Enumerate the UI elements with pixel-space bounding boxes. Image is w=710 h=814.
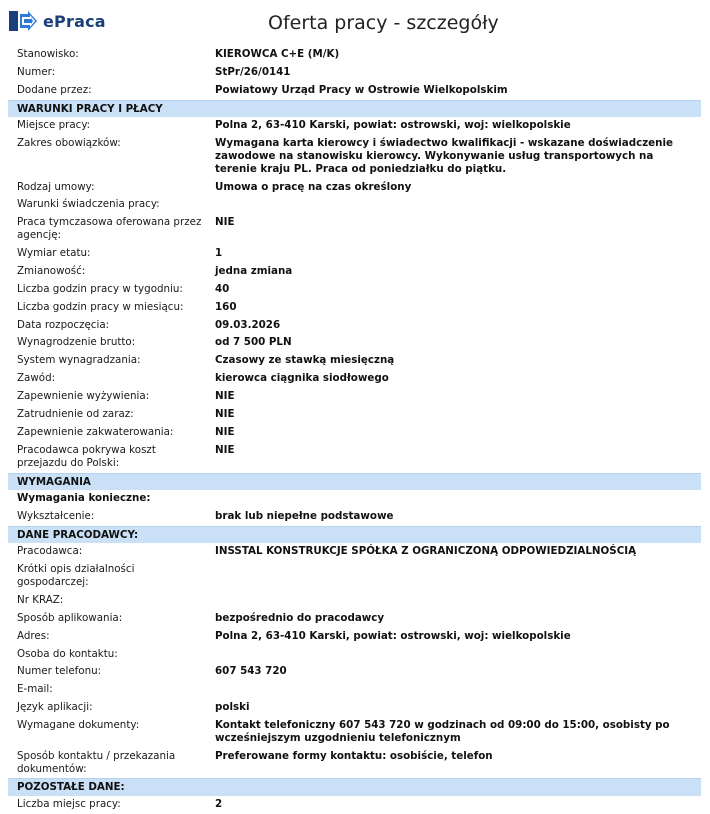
field-label: Zatrudnienie od zaraz: (17, 408, 134, 421)
field-label: Adres: (17, 629, 50, 642)
field-value: KIEROWCA C+E (M/K) (215, 48, 340, 60)
field-label: Data rozpoczęcia: (17, 318, 110, 331)
section-wymagania (8, 508, 701, 526)
field-label: Pracodawca: (17, 545, 83, 558)
detail-row (8, 245, 701, 263)
field-value: NIE (215, 216, 235, 229)
subheading-wymagania-konieczne: Wymagania konieczne: (17, 492, 151, 504)
detail-row (8, 317, 701, 335)
detail-row (8, 299, 701, 317)
field-value: Czasowy ze stawką miesięczną (215, 354, 395, 367)
detail-row (8, 179, 701, 197)
section-warunki (8, 117, 701, 472)
field-value: Polna 2, 63-410 Karski, powiat: ostrowski, woj: wielkopolskie (215, 629, 571, 642)
section-header-pozostale: POZOSTAŁE DANE: (8, 778, 701, 796)
field-label: Krótki opis działalności gospodarczej: (17, 563, 135, 588)
detail-row (8, 561, 701, 592)
field-label: Liczba godzin pracy w miesiącu: (17, 300, 184, 313)
field-label: Stanowisko: (17, 48, 79, 60)
field-label: E-mail: (17, 683, 53, 696)
field-value: brak lub niepełne podstawowe (215, 509, 394, 522)
field-label: Zapewnienie wyżywienia: (17, 390, 150, 403)
section-pozostale (8, 796, 701, 814)
field-label: Numer telefonu: (17, 665, 102, 678)
field-label: Zmianowość: (17, 264, 86, 277)
field-label: Sposób aplikowania: (17, 611, 123, 624)
detail-row (8, 370, 701, 388)
field-value: 2 (215, 797, 223, 810)
detail-row (8, 681, 701, 699)
field-value: NIE (215, 443, 235, 456)
detail-row (8, 717, 701, 748)
detail-row (8, 543, 701, 561)
detail-row (8, 334, 701, 352)
detail-row (8, 748, 701, 779)
field-label: Zakres obowiązków: (17, 137, 121, 150)
field-label: Wykształcenie: (17, 509, 95, 522)
field-value: Polna 2, 63-410 Karski, powiat: ostrowski, woj: wielkopolskie (215, 119, 571, 132)
field-label: Język aplikacji: (17, 701, 93, 714)
field-value: polski (215, 701, 250, 714)
field-label: Numer: (17, 65, 56, 78)
logo-text: ePraca (43, 11, 106, 31)
detail-row (8, 135, 701, 178)
detail-row (8, 388, 701, 406)
epraca-logo-icon (9, 11, 37, 31)
detail-row (8, 796, 701, 814)
field-value: jedna zmiana (215, 264, 293, 277)
section-pracodawca (8, 543, 701, 778)
detail-row (8, 352, 701, 370)
field-label: Liczba miejsc pracy: (17, 797, 121, 810)
section-header-pracodawca: DANE PRACODAWCY: (8, 526, 701, 544)
field-value: 607 543 720 (215, 665, 287, 678)
field-value: Wymagana karta kierowcy i świadectwo kwalifikacji - wskazane doświadczenie zawodowe na stanowisku kierowcy. Wykonywanie usług transportowych na terenie kraju PL. Praca od poniedziałku do piątku. (215, 137, 674, 175)
detail-row (8, 592, 701, 610)
detail-row (8, 508, 701, 526)
detail-row (8, 442, 701, 473)
detail-row (8, 406, 701, 424)
field-value (215, 683, 701, 696)
section-header-wymagania: WYMAGANIA (8, 473, 701, 491)
field-value: 40 (215, 282, 230, 295)
field-value (215, 198, 701, 211)
field-label: Nr KRAZ: (17, 593, 64, 606)
detail-row (8, 281, 701, 299)
field-label: Rodzaj umowy: (17, 180, 95, 193)
detail-row (8, 699, 701, 717)
field-label: Pracodawca pokrywa koszt przejazdu do Polski: (17, 443, 156, 469)
field-label: Miejsce pracy: (17, 119, 91, 132)
field-value: NIE (215, 425, 235, 438)
field-label: Liczba godzin pracy w tygodniu: (17, 282, 183, 295)
field-label: Sposób kontaktu / przekazania dokumentów: (17, 749, 176, 775)
field-value (215, 648, 701, 661)
field-value: INSSTAL KONSTRUKCJE SPÓŁKA Z OGRANICZONĄ ODPOWIEDZIALNOŚCIĄ (215, 545, 637, 558)
detail-row (8, 117, 701, 135)
section-header-warunki: WARUNKI PRACY I PŁACY (8, 100, 701, 118)
field-value: kierowca ciągnika siodłowego (215, 372, 389, 385)
detail-row (8, 214, 701, 245)
detail-row (8, 628, 701, 646)
field-label: System wynagradzania: (17, 354, 141, 367)
field-label: Praca tymczasowa oferowana przez agencję: (17, 216, 202, 242)
epraca-logo[interactable] (9, 11, 106, 31)
field-label: Dodane przez: (17, 83, 92, 96)
detail-row (8, 610, 701, 628)
field-value: Kontakt telefoniczny 607 543 720 w godzinach od 09:00 do 15:00, osobisty po wcześniejszym uzgodnieniu telefonicznym (215, 719, 670, 744)
field-label: Zawód: (17, 372, 56, 385)
detail-row (8, 424, 701, 442)
detail-row (8, 646, 701, 664)
field-value: od 7 500 PLN (215, 336, 292, 349)
field-value: StPr/26/0141 (215, 65, 291, 78)
detail-row-dodane-przez (8, 82, 701, 100)
field-label: Wymiar etatu: (17, 247, 91, 260)
field-label: Warunki świadczenia pracy: (17, 198, 160, 211)
page-header (0, 0, 710, 46)
detail-row (8, 263, 701, 281)
field-label: Wymagane dokumenty: (17, 719, 140, 732)
field-value: NIE (215, 408, 235, 421)
page-title: Oferta pracy - szczegóły (268, 12, 499, 34)
detail-row-stanowisko (8, 46, 701, 64)
field-value: bezpośrednio do pracodawcy (215, 611, 385, 624)
field-value: 09.03.2026 (215, 318, 281, 331)
detail-row-numer (8, 64, 701, 82)
detail-row (8, 196, 701, 214)
field-value (215, 594, 701, 607)
offer-details (0, 46, 710, 814)
field-value (215, 563, 701, 589)
field-value: 160 (215, 300, 237, 313)
field-value: Umowa o pracę na czas określony (215, 180, 412, 193)
field-label: Zapewnienie zakwaterowania: (17, 425, 174, 438)
field-value: NIE (215, 390, 235, 403)
field-value: Powiatowy Urząd Pracy w Ostrowie Wielkopolskim (215, 83, 508, 96)
field-value: 1 (215, 247, 223, 260)
field-label: Wynagrodzenie brutto: (17, 336, 136, 349)
detail-row (8, 663, 701, 681)
field-label: Osoba do kontaktu: (17, 647, 118, 660)
field-value: Preferowane formy kontaktu: osobiście, telefon (215, 749, 493, 762)
